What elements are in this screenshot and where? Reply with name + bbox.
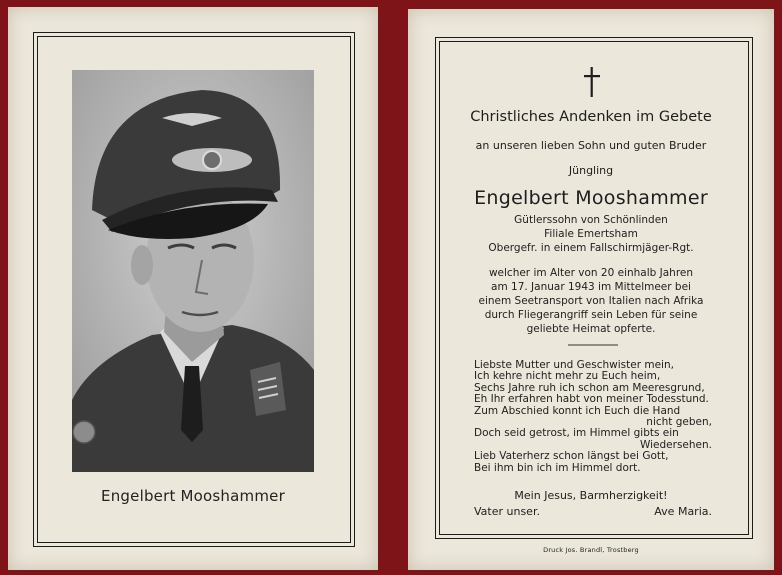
biography-line: geliebte Heimat opferte. bbox=[526, 323, 656, 335]
poem-line: Zum Abschied konnt ich Euch die Hand bbox=[474, 404, 681, 417]
dedication-line: an unseren lieben Sohn und guten Bruder bbox=[475, 139, 707, 152]
biography-line: einem Seetransport von Italien nach Afrika bbox=[478, 295, 704, 307]
prayer-right: Ave Maria. bbox=[654, 505, 712, 518]
biography-line: durch Fliegerangriff sein Leben für seine bbox=[484, 309, 698, 321]
detail-line: Filiale Emertsham bbox=[544, 228, 638, 240]
poem-line: Sechs Jahre ruh ich schon am Meeresgrund, bbox=[474, 381, 705, 394]
title-line: Jüngling bbox=[568, 164, 614, 177]
memorial-card-text bbox=[408, 9, 774, 570]
poem-line: Bei ihm bin ich im Himmel dort. bbox=[474, 461, 641, 474]
detail-line: Gütlerssohn von Schönlinden bbox=[514, 214, 668, 226]
poem-line: Eh Ihr erfahren habt von meiner Todesstund. bbox=[474, 393, 709, 406]
poem-line: Wiedersehen. bbox=[639, 438, 712, 451]
poem bbox=[474, 360, 712, 474]
portrait-photo bbox=[72, 70, 314, 472]
biography-line: am 17. Januar 1943 im Mittelmeer bei bbox=[491, 281, 691, 293]
poem-line: Ich kehre nicht mehr zu Euch heim, bbox=[474, 370, 661, 383]
memorial-card-portrait bbox=[8, 7, 378, 570]
poem-line: nicht geben, bbox=[646, 416, 712, 429]
poem-line: Doch seid getrost, im Himmel gibts ein bbox=[474, 427, 679, 440]
deceased-name: Engelbert Mooshammer bbox=[474, 187, 708, 209]
card-heading: Christliches Andenken im Gebete bbox=[470, 109, 712, 125]
poem-line: Lieb Vaterherz schon längst bei Gott, bbox=[474, 450, 669, 463]
closing-prayer: Mein Jesus, Barmherzigkeit! bbox=[514, 489, 668, 502]
prayer-left: Vater unser. bbox=[474, 505, 540, 518]
divider bbox=[568, 343, 618, 347]
printer-imprint: Druck Jos. Brandl, Trostberg bbox=[543, 546, 639, 554]
biography-line: welcher im Alter von 20 einhalb Jahren bbox=[488, 267, 694, 279]
cross-icon bbox=[582, 67, 602, 97]
poem-line: Liebste Mutter und Geschwister mein, bbox=[474, 359, 674, 371]
portrait-caption: Engelbert Mooshammer bbox=[101, 487, 285, 505]
detail-line: Obergefr. in einem Fallschirmjäger-Rgt. bbox=[488, 242, 694, 254]
